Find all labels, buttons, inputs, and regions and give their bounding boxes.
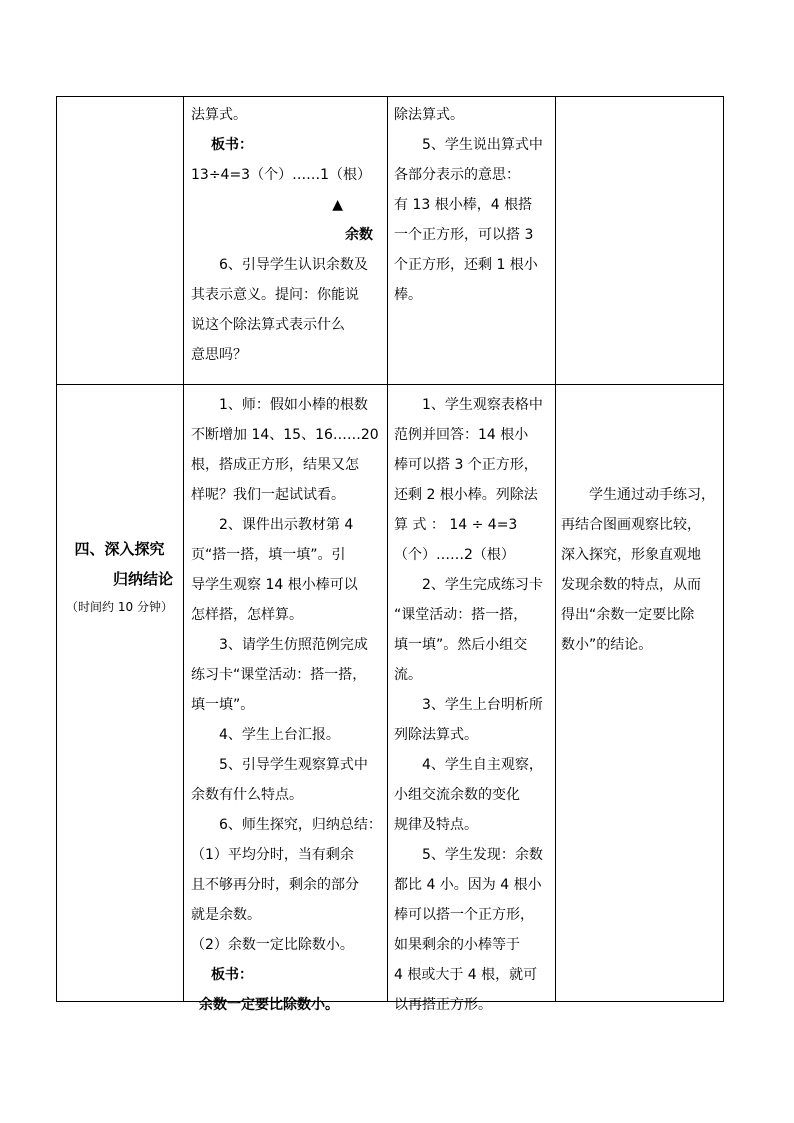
text-line: 怎样搭，怎样算。 (191, 607, 303, 623)
row2-student-cell (394, 390, 550, 1020)
text-line: 算 式 ： 14 ÷ 4=3 (394, 517, 518, 533)
text-line: 有 13 根小棒，4 根搭 (394, 197, 533, 213)
table-border-bottom (56, 1001, 724, 1002)
text-line: 个正方形，还剩 1 根小 (394, 257, 538, 273)
board-label: 板书： (211, 137, 253, 153)
text-line: （1）平均分时，当有剩余 (191, 847, 354, 863)
text-line: 棒。 (394, 287, 422, 303)
text-line: 1、学生观察表格中 (422, 397, 543, 413)
text-line: 练习卡“课堂活动：搭一搭， (191, 667, 367, 683)
row-divider (56, 384, 724, 385)
text-line: 不断增加 14、15、16……20 (191, 427, 379, 443)
section-time: （时间约 10 分钟） (66, 600, 173, 614)
text-line: 填一填”。 (191, 697, 255, 713)
text-line: 法算式。 (191, 107, 247, 123)
board-label: 板书： (211, 967, 253, 983)
column-divider-1 (183, 96, 184, 1002)
text-line: “课堂活动：搭一搭， (394, 607, 528, 623)
text-line: 根，搭成正方形，结果又怎 (191, 457, 359, 473)
text-line: 就是余数。 (191, 907, 261, 923)
text-line: （个）……2（根） (394, 547, 515, 563)
text-line: 4 根或大于 4 根，就可 (394, 967, 538, 983)
text-line: （2）余数一定比除数小。 (191, 937, 354, 953)
text-line: 如果剩余的小棒等于 (394, 937, 520, 953)
table-border-right (723, 96, 724, 1002)
text-line: 其表示意义。提问：你能说 (191, 287, 359, 303)
triangle-arrow-icon: ▲ (332, 197, 343, 213)
text-line: 除法算式。 (394, 107, 464, 123)
remainder-label: 余数 (345, 227, 373, 243)
text-line: 发现余数的特点，从而 (561, 577, 701, 593)
text-line: 3、请学生仿照范例完成 (219, 637, 368, 653)
text-line: 余数有什么特点。 (191, 787, 303, 803)
text-line: 2、课件出示教材第 4 (219, 517, 354, 533)
row2-teacher-cell (191, 390, 381, 1020)
text-line: 棒可以搭 3 个正方形， (394, 457, 538, 473)
text-line: 以再搭正方形。 (394, 997, 492, 1013)
text-line: 一个正方形，可以搭 3 (394, 227, 534, 243)
text-line: 导学生观察 14 根小棒可以 (191, 577, 358, 593)
text-line: 小组交流余数的变化 (394, 787, 520, 803)
text-line: 学生通过动手练习， (589, 487, 715, 503)
row1-student-cell (394, 100, 550, 310)
text-line: 棒可以搭一个正方形， (394, 907, 534, 923)
text-line: 意思吗？ (191, 347, 247, 363)
text-line: 规律及特点。 (394, 817, 478, 833)
row2-intent-cell (561, 480, 721, 660)
row1-teacher-cell (191, 100, 381, 370)
text-line: 数小”的结论。 (561, 637, 653, 653)
table-border-top (56, 96, 724, 97)
text-line: 1、师：假如小棒的根数 (219, 397, 368, 413)
text-line: 5、学生说出算式中 (422, 137, 543, 153)
text-line: 4、学生上台汇报。 (219, 727, 340, 743)
lesson-plan-table (56, 96, 724, 1013)
text-line: 且不够再分时，剩余的部分 (191, 877, 359, 893)
text-line: 4、学生自主观察， (422, 757, 543, 773)
board-conclusion: 余数一定要比除数小。 (199, 997, 339, 1013)
text-line: 深入探究，形象直观地 (561, 547, 701, 563)
text-line: 5、学生发现：余数 (422, 847, 543, 863)
text-line: 填一填”。然后小组交 (394, 637, 528, 653)
text-line: 6、师生探究，归纳总结： (219, 817, 382, 833)
text-line: 还剩 2 根小棒。列除法 (394, 487, 538, 503)
text-line: 流。 (394, 667, 422, 683)
text-line: 3、学生上台明析所 (422, 697, 543, 713)
text-line: 得出“余数一定要比除 (561, 607, 695, 623)
board-equation: 13÷4=3（个）……1（根） (191, 167, 371, 183)
text-line: 2、学生完成练习卡 (422, 577, 543, 593)
text-line: 5、引导学生观察算式中 (219, 757, 368, 773)
column-divider-2 (387, 96, 388, 1002)
text-line: 都比 4 小。因为 4 根小 (394, 877, 542, 893)
text-line: 6、引导学生认识余数及 (219, 257, 368, 273)
section-title: 四、深入探究 (74, 540, 165, 558)
text-line: 说这个除法算式表示什么 (191, 317, 345, 333)
text-line: 样呢？我们一起试试看。 (191, 487, 345, 503)
text-line: 范例并回答：14 根小 (394, 427, 529, 443)
text-line: 列除法算式。 (394, 727, 478, 743)
text-line: 页“搭一搭，填一填”。引 (191, 547, 346, 563)
column-divider-3 (555, 96, 556, 1002)
section-title-cell (56, 534, 183, 620)
text-line: 再结合图画观察比较， (561, 517, 701, 533)
section-subtitle: 归纳结论 (112, 570, 173, 588)
text-line: 各部分表示的意思： (394, 167, 520, 183)
